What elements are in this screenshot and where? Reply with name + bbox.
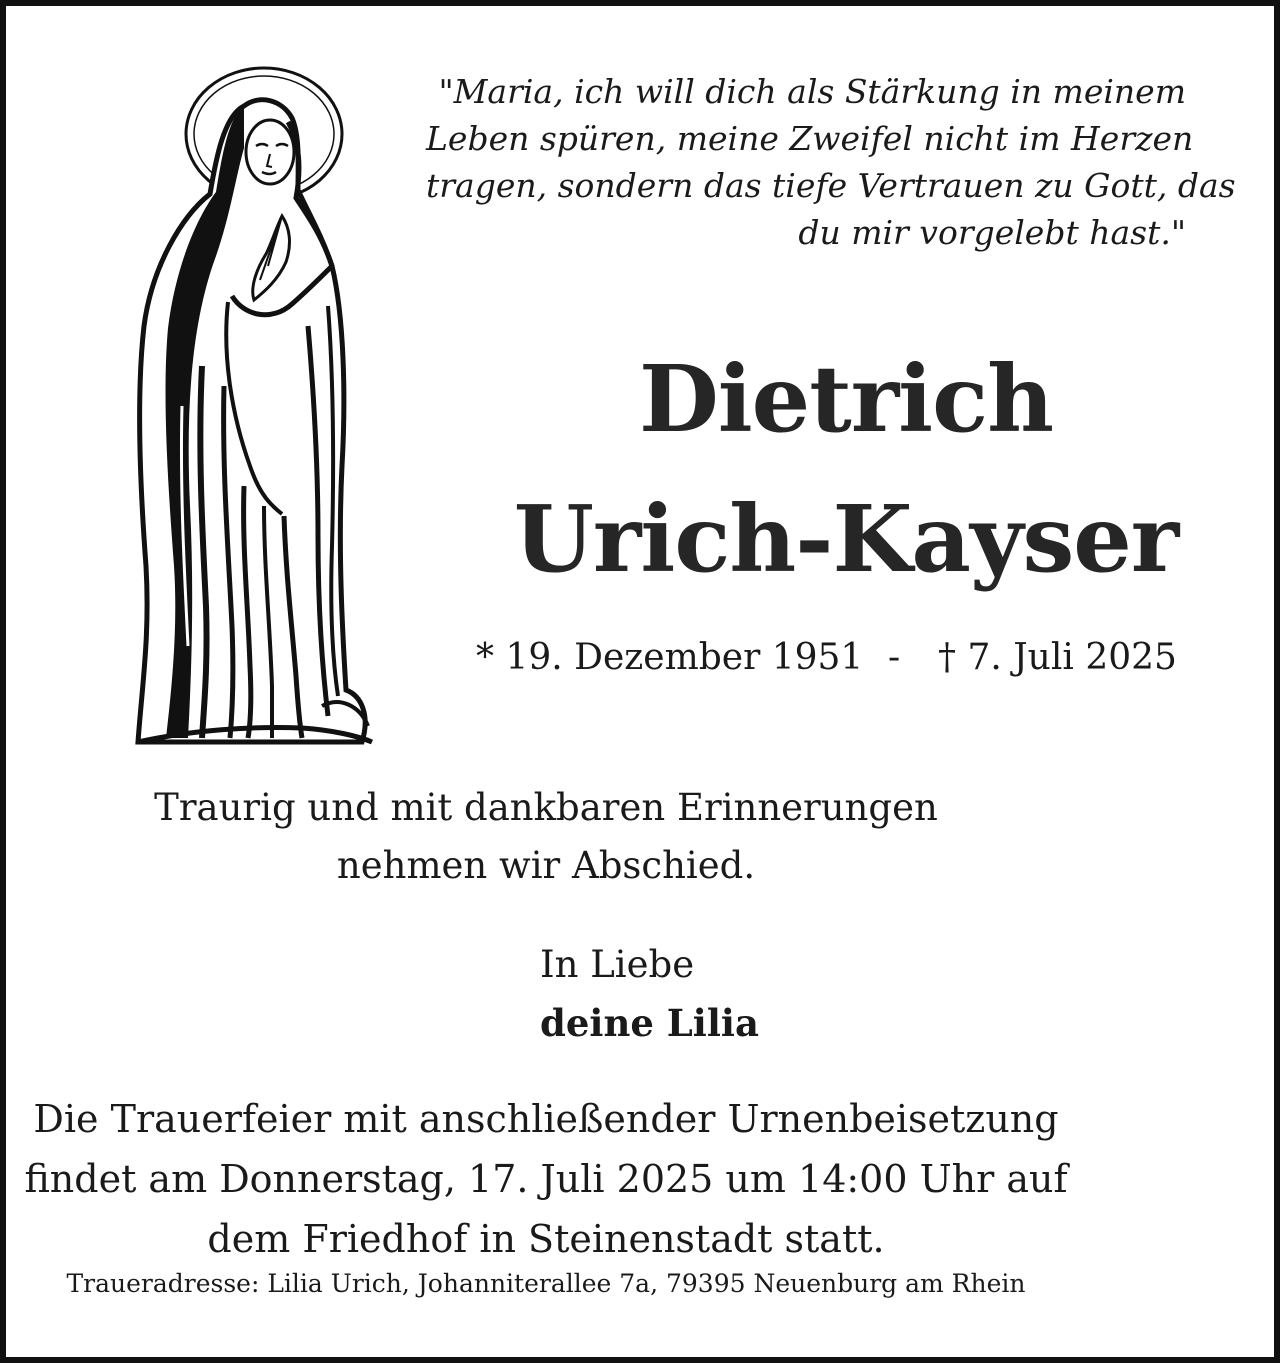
quote-line: Leben spüren, meine Zweifel nicht im Herzen bbox=[426, 119, 1194, 158]
signature-greeting: In Liebe bbox=[540, 943, 695, 986]
service-line: dem Friedhof in Steinenstadt statt. bbox=[207, 1217, 885, 1261]
birth-date: * 19. Dezember 1951 bbox=[476, 637, 864, 678]
quote-line: "Maria, ich will dich als Stärkung in meinem bbox=[438, 72, 1186, 111]
farewell-line: nehmen wir Abschied. bbox=[336, 844, 756, 887]
service-line: Die Trauerfeier mit anschließender Urnenbeisetzung bbox=[33, 1097, 1059, 1141]
farewell-line: Traurig und mit dankbaren Erinnerungen bbox=[154, 786, 938, 829]
quote bbox=[426, 68, 1236, 256]
signature-name: deine Lilia bbox=[540, 1001, 759, 1045]
deceased-first-name: Dietrich bbox=[638, 345, 1054, 453]
quote-line: du mir vorgelebt hast." bbox=[798, 213, 1186, 252]
mourning-address: Traueradresse: Lilia Urich, Johanniterallee 7a, 79395 Neuenburg am Rhein bbox=[66, 1269, 1026, 1298]
death-date: † 7. Juli 2025 bbox=[938, 637, 1177, 678]
praying-madonna-icon bbox=[132, 66, 377, 750]
deceased-last-name: Urich-Kayser bbox=[513, 485, 1179, 593]
date-separator: - bbox=[888, 637, 901, 678]
quote-line: tragen, sondern das tiefe Vertrauen zu Gott, das bbox=[426, 166, 1236, 205]
service-line: findet am Donnerstag, 17. Juli 2025 um 14:00 Uhr auf bbox=[24, 1157, 1068, 1201]
